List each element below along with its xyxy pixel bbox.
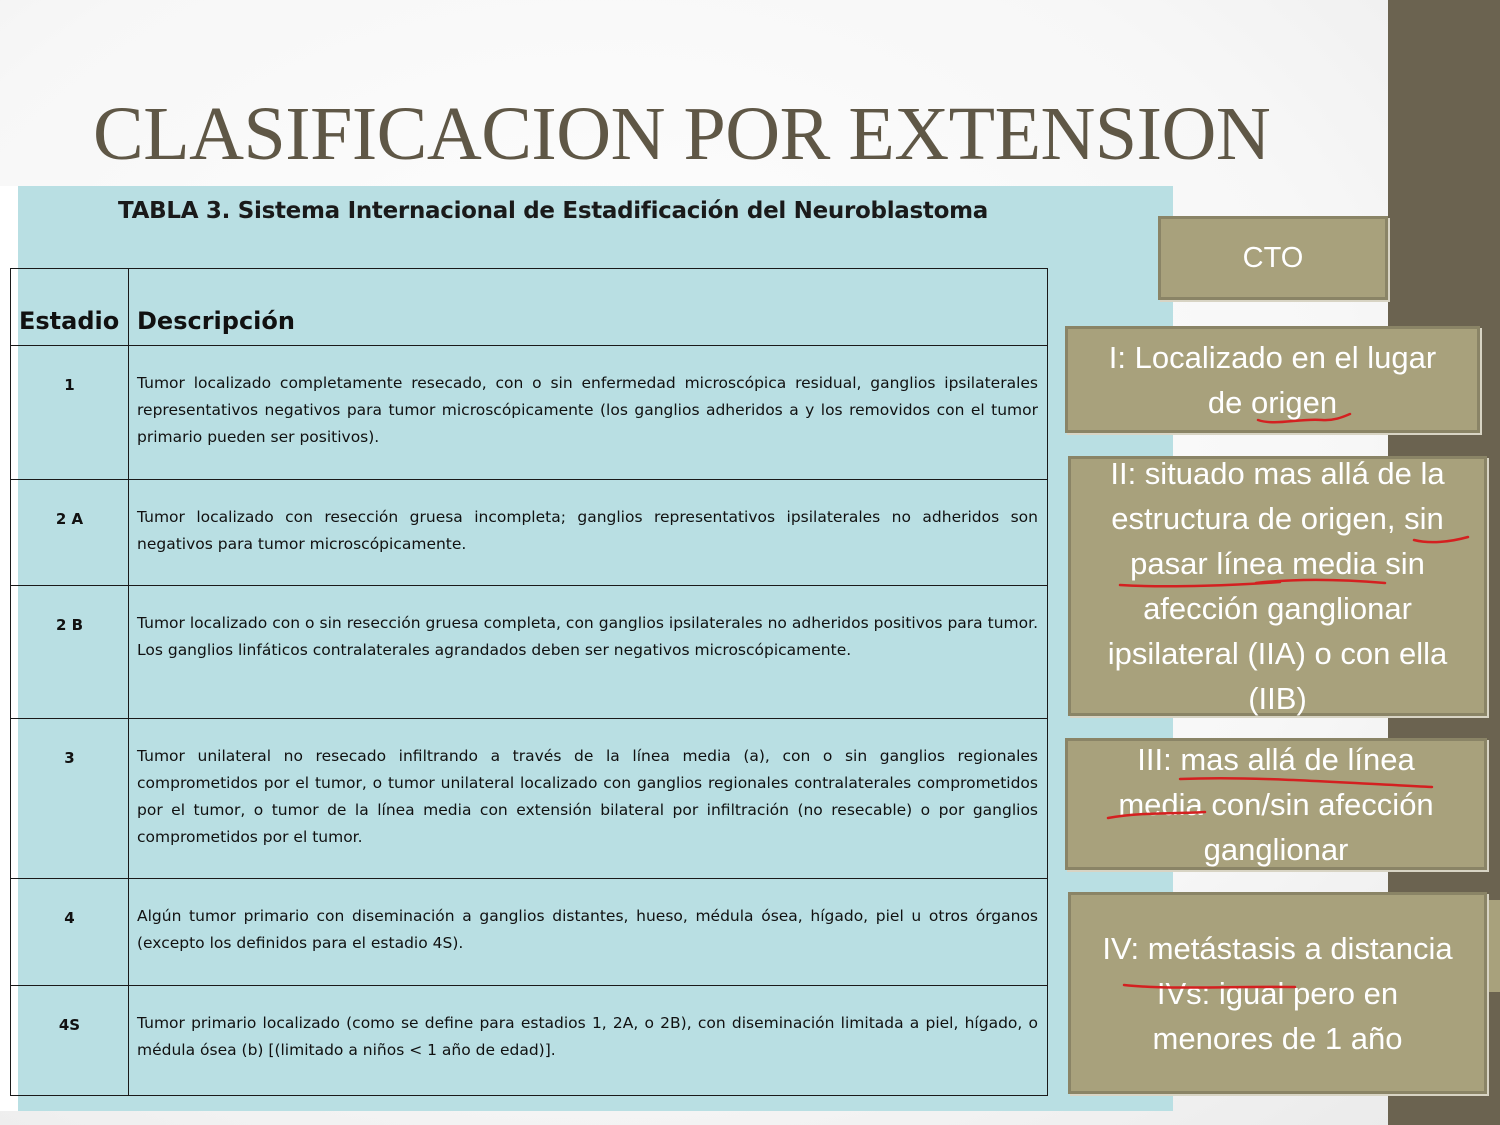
description-cell: Tumor localizado con resección gruesa incompleta; ganglios representativos ipsilaterales no adheridos son negativos para tumor microscópicamente. (129, 480, 1048, 586)
table-header-row (11, 269, 1048, 346)
stage-cell: 2 B (11, 586, 129, 719)
table-row (11, 480, 1048, 586)
note-line: (IIB) (1248, 681, 1307, 716)
note-line: II: situado mas allá de la (1110, 456, 1445, 491)
description-cell: Algún tumor primario con diseminación a ganglios distantes, hueso, médula ósea, hígado, piel u otros órganos (excepto los definidos para el estadio 4S). (129, 879, 1048, 986)
description-cell: Tumor unilateral no resecado infiltrando a través de la línea media (a), con o sin ganglios regionales comprometidos por el tumor, o tumor unilateral localizado con ganglios regionales contralaterales comprometidos por el tumor, o tumor de la línea media con extensión bilateral por infiltración (no resecable) o por ganglios comprometidos por el tumor. (129, 719, 1048, 879)
note-line: ipsilateral (IIA) o con ella (1107, 636, 1448, 671)
stage-cell: 4S (11, 986, 129, 1096)
description-cell: Tumor localizado con o sin resección gruesa completa, con ganglios ipsilaterales no adheridos positivos para tumor. Los ganglios linfáticos contralaterales agrandados deben ser negativos microscópicamente. (129, 586, 1048, 719)
description-cell: Tumor localizado completamente resecado, con o sin enfermedad microscópica residual, ganglios ipsilaterales representativos negativos para tumor microscópicamente (los ganglios adheridos a y los removidos con el tumor primario pueden ser positivos). (129, 346, 1048, 480)
stage-4-note (1068, 892, 1487, 1094)
table-row (11, 346, 1048, 480)
note-line: ganglionar (1203, 831, 1349, 867)
staging-table (10, 268, 1048, 1096)
note-line: IV: metástasis a distancia (1102, 930, 1453, 966)
cto-box (1158, 216, 1388, 300)
description-cell: Tumor primario localizado (como se define para estadios 1, 2A, o 2B), con diseminación limitada a piel, hígado, o médula ósea (b) [(limitado a niños < 1 año de edad)]. (129, 986, 1048, 1096)
note-line: IVs: igual pero en (1156, 975, 1399, 1011)
note-line: afección ganglionar (1143, 591, 1412, 626)
table-row (11, 879, 1048, 986)
header-description: Descripción (129, 269, 1048, 346)
stage-3-note (1065, 738, 1487, 870)
table-caption: TABLA 3. Sistema Internacional de Estadificación del Neuroblastoma (118, 198, 988, 224)
table-row (11, 986, 1048, 1096)
stage-cell: 2 A (11, 480, 129, 586)
stage-4-note-tab (1489, 900, 1500, 992)
note-line: menores de 1 año (1152, 1020, 1403, 1056)
note-line: de origen (1207, 384, 1338, 420)
stage-2-note (1068, 456, 1487, 716)
stage-cell: 3 (11, 719, 129, 879)
stage-cell: 1 (11, 346, 129, 480)
note-line: pasar línea media sin (1130, 546, 1425, 581)
note-line: media con/sin afección (1118, 786, 1434, 822)
note-line: I: Localizado en el lugar (1108, 339, 1437, 375)
header-stage: Estadio (11, 269, 129, 346)
note-line: III: mas allá de línea (1137, 741, 1415, 777)
note-line: estructura de origen, sin (1111, 501, 1444, 536)
table-row (11, 719, 1048, 879)
stage-cell: 4 (11, 879, 129, 986)
stage-1-note (1065, 326, 1480, 433)
table-row (11, 586, 1048, 719)
slide-title: CLASIFICACION POR EXTENSION (93, 92, 1271, 176)
cto-label: CTO (1242, 241, 1304, 274)
